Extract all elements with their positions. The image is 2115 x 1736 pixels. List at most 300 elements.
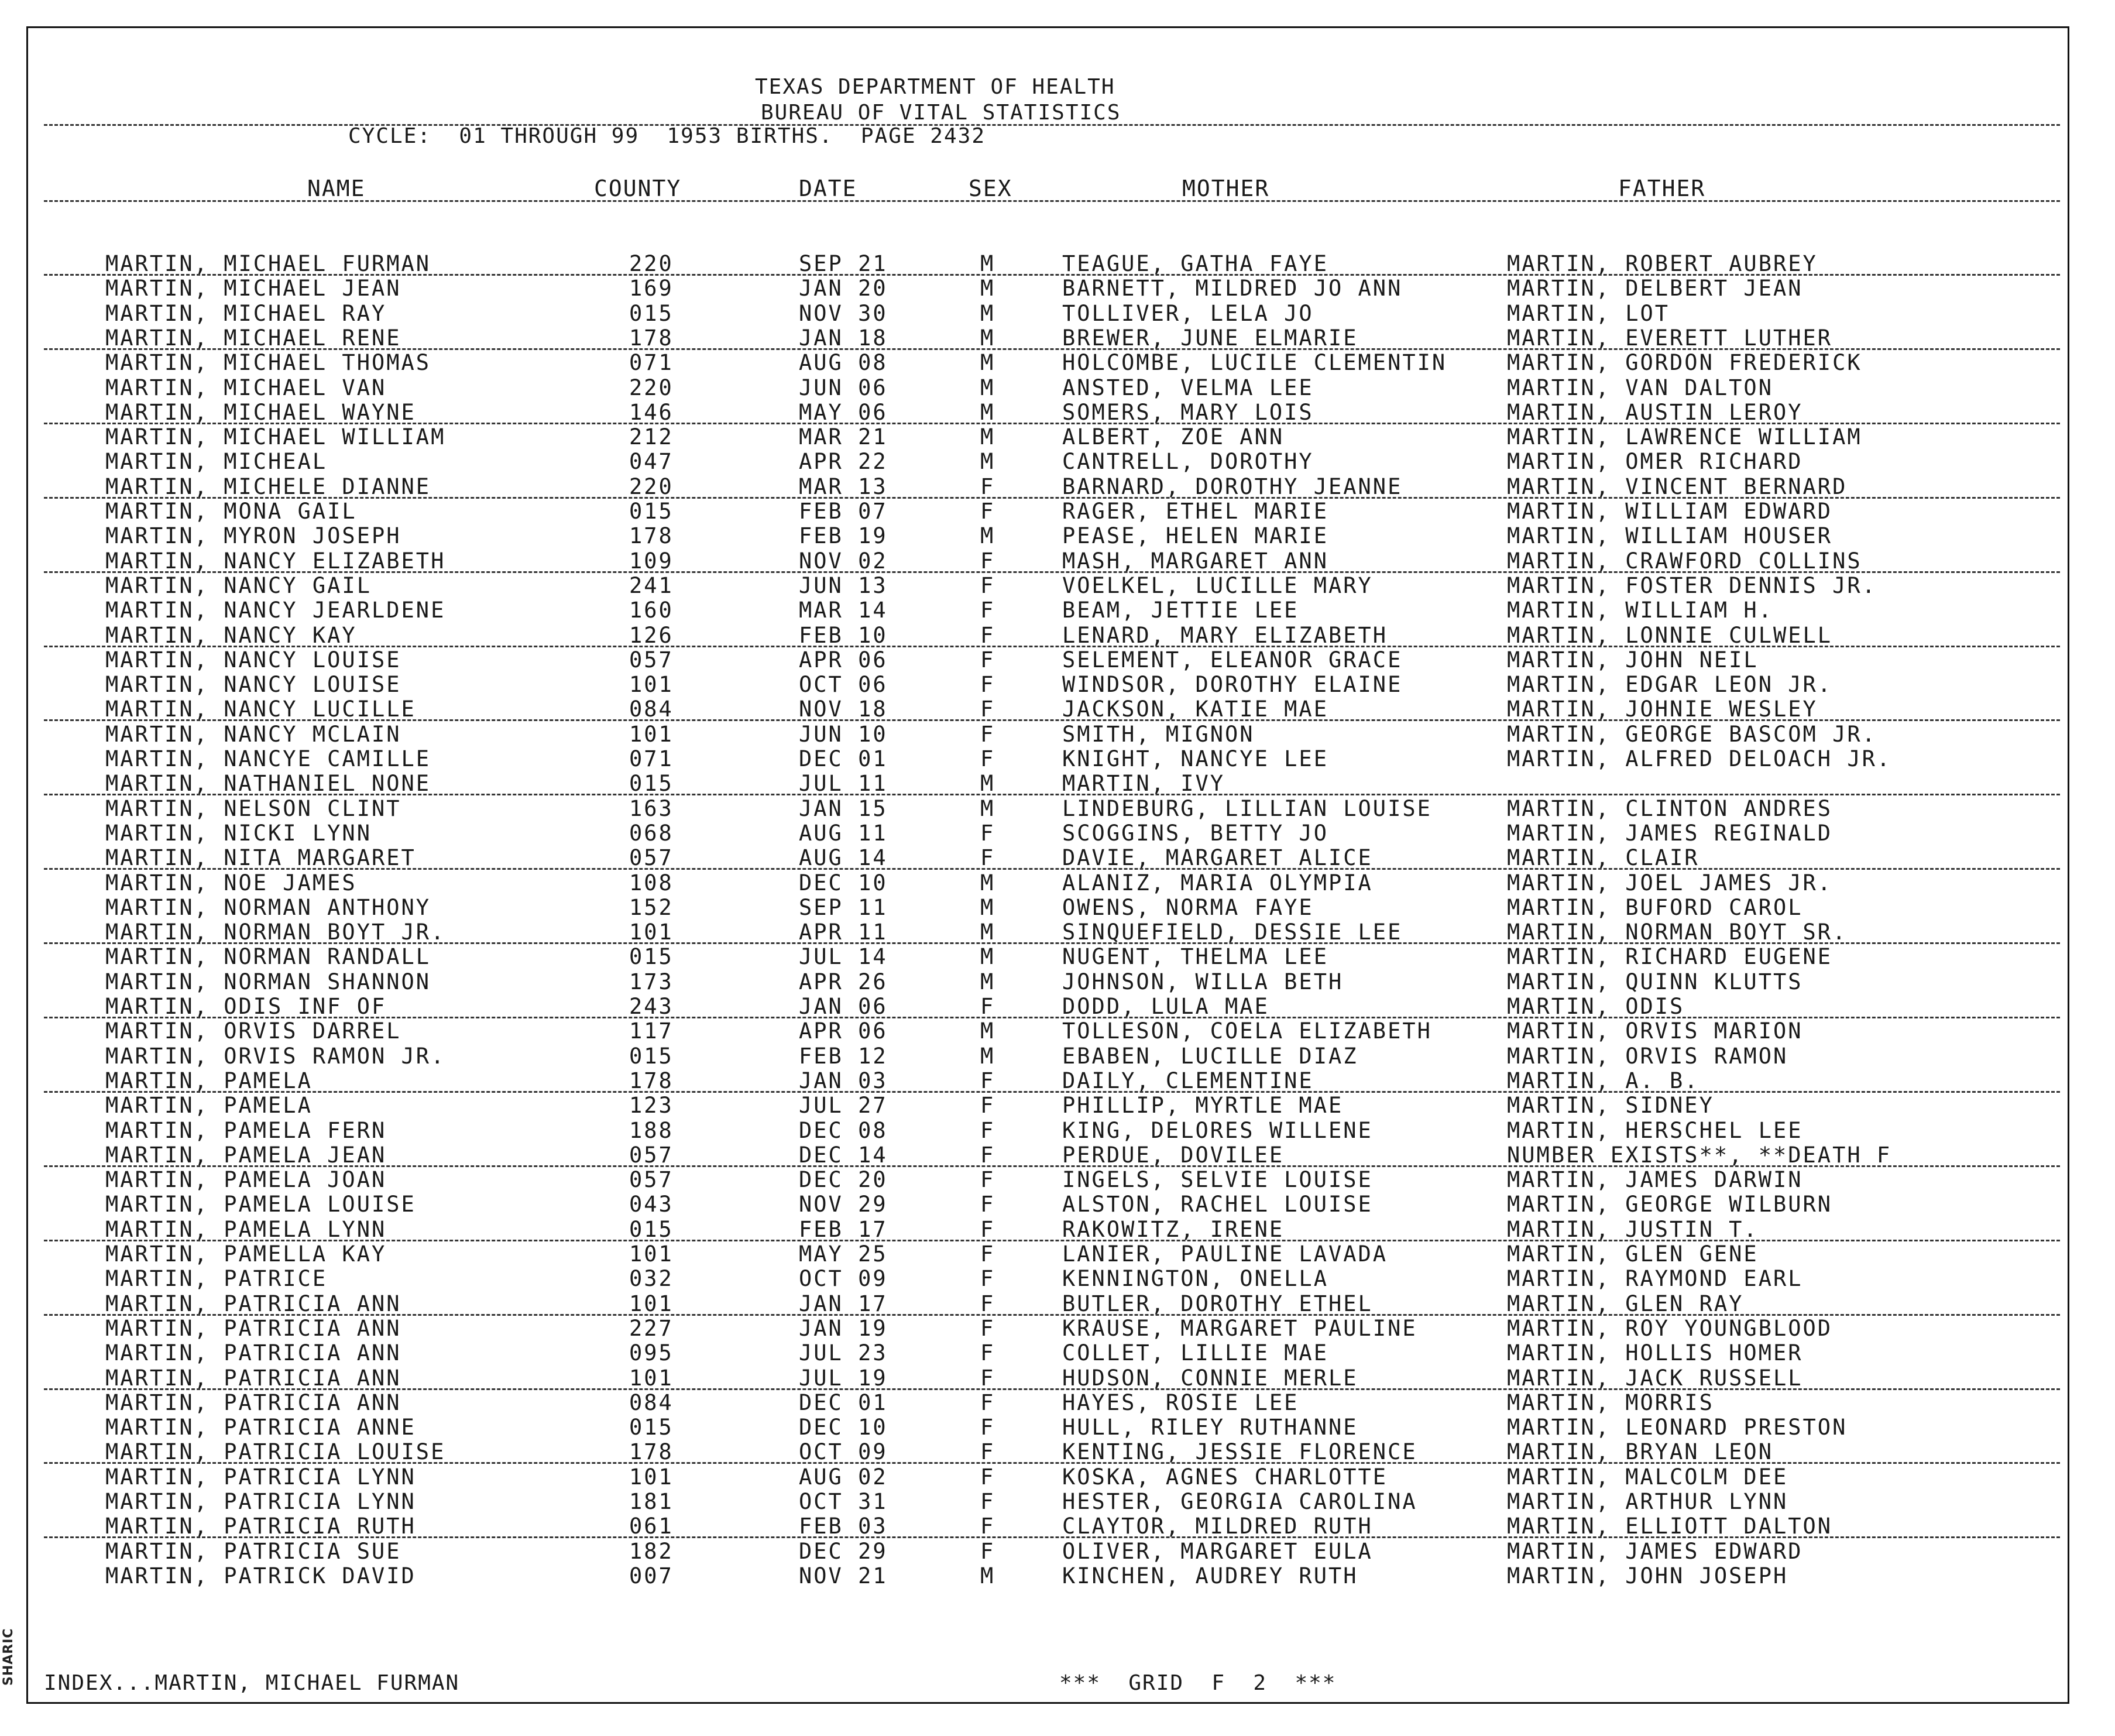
- record-row: [0, 549, 2115, 574]
- record-row: [0, 1514, 2115, 1539]
- record-county: 015: [629, 1216, 674, 1242]
- record-sex: M: [980, 894, 995, 920]
- record-row: [0, 1093, 2115, 1118]
- record-sex: F: [980, 1489, 995, 1514]
- record-name: MARTIN, NANCY LOUISE: [105, 647, 401, 673]
- record-mother: WINDSOR, DOROTHY ELAINE: [1062, 672, 1403, 698]
- record-name: MARTIN, PATRICIA ANNE: [105, 1415, 416, 1440]
- record-county: 109: [629, 548, 674, 574]
- record-sex: M: [980, 424, 995, 450]
- record-sex: M: [980, 795, 995, 821]
- record-mother: VOELKEL, LUCILLE MARY: [1062, 572, 1373, 598]
- record-father: MARTIN, VAN DALTON: [1507, 375, 1773, 400]
- record-row: [0, 598, 2115, 623]
- record-sex: F: [980, 697, 995, 722]
- record-mother: KNIGHT, NANCYE LEE: [1062, 746, 1328, 771]
- record-date: APR 06: [799, 647, 888, 673]
- record-date: JAN 15: [799, 795, 888, 821]
- record-father: NUMBER EXISTS**, **DEATH F: [1507, 1142, 1892, 1168]
- record-mother: TOLLIVER, LELA JO: [1062, 300, 1314, 326]
- record-mother: JOHNSON, WILLA BETH: [1062, 969, 1344, 994]
- record-county: 047: [629, 449, 674, 475]
- record-row: [0, 896, 2115, 920]
- record-county: 220: [629, 251, 674, 276]
- column-header-mother: MOTHER: [1182, 176, 1270, 201]
- record-father: MARTIN, A. B.: [1507, 1068, 1699, 1093]
- record-sex: M: [980, 870, 995, 896]
- record-mother: KENNINGTON, ONELLA: [1062, 1266, 1328, 1292]
- record-mother: ALBERT, ZOE ANN: [1062, 424, 1285, 450]
- record-mother: DODD, LULA MAE: [1062, 994, 1269, 1019]
- record-row: [0, 252, 2115, 276]
- record-father: MARTIN, RAYMOND EARL: [1507, 1266, 1803, 1292]
- record-name: MARTIN, PATRICE: [105, 1266, 328, 1292]
- record-father: MARTIN, MORRIS: [1507, 1390, 1714, 1415]
- row-divider: [44, 1091, 2060, 1093]
- grid-label: *** GRID F 2 ***: [1059, 1671, 1337, 1695]
- record-county: 123: [629, 1093, 674, 1119]
- record-date: DEC 10: [799, 1415, 888, 1440]
- record-row: [0, 1440, 2115, 1464]
- record-name: MARTIN, PAMELA LOUISE: [105, 1192, 416, 1217]
- record-county: 169: [629, 276, 674, 301]
- record-name: MARTIN, NANCY LUCILLE: [105, 697, 416, 722]
- record-sex: M: [980, 771, 995, 797]
- record-mother: BARNETT, MILDRED JO ANN: [1062, 276, 1403, 301]
- record-row: [0, 846, 2115, 870]
- record-county: 101: [629, 1291, 674, 1316]
- record-county: 163: [629, 795, 674, 821]
- record-mother: LENARD, MARY ELIZABETH: [1062, 622, 1388, 648]
- record-row: [0, 1069, 2115, 1093]
- record-mother: ANSTED, VELMA LEE: [1062, 375, 1314, 400]
- record-county: 178: [629, 1439, 674, 1465]
- record-mother: HUDSON, CONNIE MERLE: [1062, 1365, 1358, 1391]
- record-county: 084: [629, 1390, 674, 1415]
- record-row: [0, 1341, 2115, 1366]
- record-date: JAN 20: [799, 276, 888, 301]
- record-mother: OWENS, NORMA FAYE: [1062, 894, 1314, 920]
- record-row: [0, 648, 2115, 673]
- record-county: 071: [629, 746, 674, 771]
- record-date: AUG 02: [799, 1464, 888, 1490]
- record-father: MARTIN, ORVIS MARION: [1507, 1018, 1803, 1044]
- record-row: [0, 697, 2115, 722]
- record-county: 181: [629, 1489, 674, 1514]
- record-name: MARTIN, ODIS INF OF: [105, 994, 387, 1019]
- record-sex: M: [980, 300, 995, 326]
- record-name: MARTIN, PATRICK DAVID: [105, 1563, 416, 1589]
- record-name: MARTIN, PAMELA LYNN: [105, 1216, 387, 1242]
- record-mother: KENTING, JESSIE FLORENCE: [1062, 1439, 1417, 1465]
- record-father: MARTIN, LAWRENCE WILLIAM: [1507, 424, 1862, 450]
- record-name: MARTIN, NANCYE CAMILLE: [105, 746, 431, 771]
- record-sex: F: [980, 1192, 995, 1217]
- record-mother: SOMERS, MARY LOIS: [1062, 399, 1314, 425]
- row-divider: [44, 719, 2060, 721]
- record-mother: TOLLESON, COELA ELIZABETH: [1062, 1018, 1432, 1044]
- record-father: MARTIN, JAMES DARWIN: [1507, 1167, 1803, 1193]
- record-name: MARTIN, PAMELLA KAY: [105, 1241, 387, 1267]
- record-sex: F: [980, 499, 995, 524]
- record-mother: ALSTON, RACHEL LOUISE: [1062, 1192, 1373, 1217]
- record-mother: MARTIN, IVY: [1062, 771, 1225, 797]
- record-date: DEC 10: [799, 870, 888, 896]
- record-date: JAN 17: [799, 1291, 888, 1316]
- record-name: MARTIN, MICHAEL THOMAS: [105, 350, 431, 376]
- record-name: MARTIN, NANCY LOUISE: [105, 672, 401, 698]
- record-date: JAN 19: [799, 1315, 888, 1341]
- record-county: 178: [629, 325, 674, 351]
- record-county: 015: [629, 1043, 674, 1069]
- record-name: MARTIN, NANCY JEARLDENE: [105, 598, 446, 623]
- record-county: 084: [629, 697, 674, 722]
- record-row: [0, 1490, 2115, 1514]
- record-name: MARTIN, NANCY MCLAIN: [105, 721, 401, 747]
- record-name: MARTIN, NORMAN SHANNON: [105, 969, 431, 994]
- record-date: AUG 08: [799, 350, 888, 376]
- index-label: INDEX...MARTIN, MICHAEL FURMAN: [44, 1671, 460, 1695]
- record-date: DEC 01: [799, 746, 888, 771]
- record-date: DEC 01: [799, 1390, 888, 1415]
- record-mother: SELEMENT, ELEANOR GRACE: [1062, 647, 1403, 673]
- record-row: [0, 400, 2115, 425]
- row-divider: [44, 1536, 2060, 1538]
- record-name: MARTIN, MONA GAIL: [105, 499, 357, 524]
- record-row: [0, 1019, 2115, 1044]
- record-sex: F: [980, 1142, 995, 1168]
- record-name: MARTIN, PAMELA JEAN: [105, 1142, 387, 1168]
- record-father: MARTIN, JOHNIE WESLEY: [1507, 697, 1818, 722]
- record-date: OCT 09: [799, 1439, 888, 1465]
- record-date: OCT 31: [799, 1489, 888, 1514]
- record-county: 071: [629, 350, 674, 376]
- record-father: MARTIN, ROY YOUNGBLOOD: [1507, 1315, 1833, 1341]
- record-county: 015: [629, 944, 674, 970]
- record-row: [0, 1465, 2115, 1490]
- record-name: MARTIN, PATRICIA ANN: [105, 1291, 401, 1316]
- record-date: NOV 30: [799, 300, 888, 326]
- record-father: MARTIN, GLEN GENE: [1507, 1241, 1759, 1267]
- record-row: [0, 797, 2115, 821]
- record-father: MARTIN, JAMES EDWARD: [1507, 1538, 1803, 1564]
- record-row: [0, 1564, 2115, 1589]
- record-name: MARTIN, MICHELE DIANNE: [105, 474, 431, 499]
- record-row: [0, 722, 2115, 747]
- record-date: DEC 29: [799, 1538, 888, 1564]
- record-sex: M: [980, 449, 995, 475]
- record-row: [0, 1143, 2115, 1168]
- record-sex: F: [980, 622, 995, 648]
- record-sex: F: [980, 820, 995, 846]
- record-sex: F: [980, 845, 995, 871]
- record-sex: F: [980, 1390, 995, 1415]
- record-county: 146: [629, 399, 674, 425]
- record-date: DEC 20: [799, 1167, 888, 1193]
- record-name: MARTIN, MICHAEL WAYNE: [105, 399, 416, 425]
- record-father: MARTIN, FOSTER DENNIS JR.: [1507, 572, 1877, 598]
- record-father: MARTIN, QUINN KLUTTS: [1507, 969, 1803, 994]
- record-name: MARTIN, PAMELA: [105, 1068, 313, 1093]
- record-name: MARTIN, NANCY KAY: [105, 622, 357, 648]
- record-row: [0, 1267, 2115, 1291]
- record-mother: BARNARD, DOROTHY JEANNE: [1062, 474, 1403, 499]
- record-row: [0, 747, 2115, 771]
- record-county: 101: [629, 1464, 674, 1490]
- record-name: MARTIN, MICHAEL VAN: [105, 375, 387, 400]
- record-row: [0, 1168, 2115, 1192]
- record-row: [0, 771, 2115, 796]
- record-county: 057: [629, 845, 674, 871]
- record-father: MARTIN, BRYAN LEON: [1507, 1439, 1773, 1465]
- record-county: 220: [629, 474, 674, 499]
- record-mother: RAKOWITZ, IRENE: [1062, 1216, 1285, 1242]
- record-county: 182: [629, 1538, 674, 1564]
- record-county: 212: [629, 424, 674, 450]
- record-name: MARTIN, NANCY ELIZABETH: [105, 548, 446, 574]
- record-county: 108: [629, 870, 674, 896]
- record-sex: F: [980, 1439, 995, 1465]
- column-header-sex: SEX: [969, 176, 1012, 201]
- record-father: MARTIN, JOEL JAMES JR.: [1507, 870, 1833, 896]
- record-father: MARTIN, HERSCHEL LEE: [1507, 1117, 1803, 1143]
- record-mother: RAGER, ETHEL MARIE: [1062, 499, 1328, 524]
- record-name: MARTIN, PAMELA: [105, 1093, 313, 1119]
- record-row: [0, 301, 2115, 326]
- record-mother: EBABEN, LUCILLE DIAZ: [1062, 1043, 1358, 1069]
- record-father: MARTIN, LONNIE CULWELL: [1507, 622, 1833, 648]
- record-father: MARTIN, LEONARD PRESTON: [1507, 1415, 1848, 1440]
- record-mother: MASH, MARGARET ANN: [1062, 548, 1328, 574]
- record-name: MARTIN, ORVIS RAMON JR.: [105, 1043, 446, 1069]
- record-sex: M: [980, 1018, 995, 1044]
- record-name: MARTIN, MICHEAL: [105, 449, 328, 475]
- record-father: MARTIN, JACK RUSSELL: [1507, 1365, 1803, 1391]
- record-mother: COLLET, LILLIE MAE: [1062, 1340, 1328, 1366]
- header-divider: [44, 124, 2060, 126]
- record-father: MARTIN, CLINTON ANDRES: [1507, 795, 1833, 821]
- record-father: MARTIN, WILLIAM HOUSER: [1507, 523, 1833, 549]
- record-name: MARTIN, NELSON CLINT: [105, 795, 401, 821]
- record-name: MARTIN, NORMAN BOYT JR.: [105, 920, 446, 945]
- record-row: [0, 1217, 2115, 1242]
- record-row: [0, 425, 2115, 450]
- record-date: APR 11: [799, 920, 888, 945]
- agency-title: TEXAS DEPARTMENT OF HEALTH: [755, 75, 1115, 99]
- record-date: JAN 06: [799, 994, 888, 1019]
- record-date: MAR 13: [799, 474, 888, 499]
- bureau-title: BUREAU OF VITAL STATISTICS: [761, 101, 1121, 125]
- record-name: MARTIN, MICHAEL WILLIAM: [105, 424, 446, 450]
- record-mother: PERDUE, DOVILEE: [1062, 1142, 1285, 1168]
- record-county: 057: [629, 1142, 674, 1168]
- record-sex: M: [980, 920, 995, 945]
- record-sex: F: [980, 1415, 995, 1440]
- record-name: MARTIN, MICHAEL RENE: [105, 325, 401, 351]
- record-name: MARTIN, MICHAEL FURMAN: [105, 251, 431, 276]
- record-mother: BREWER, JUNE ELMARIE: [1062, 325, 1358, 351]
- record-mother: KING, DELORES WILLENE: [1062, 1117, 1373, 1143]
- record-name: MARTIN, NOE JAMES: [105, 870, 357, 896]
- record-sex: F: [980, 1093, 995, 1119]
- record-county: 178: [629, 523, 674, 549]
- record-father: MARTIN, ELLIOTT DALTON: [1507, 1514, 1833, 1539]
- record-date: MAY 06: [799, 399, 888, 425]
- record-sex: F: [980, 1291, 995, 1316]
- record-row: [0, 1366, 2115, 1391]
- record-sex: F: [980, 1266, 995, 1292]
- record-father: MARTIN, DELBERT JEAN: [1507, 276, 1803, 301]
- record-father: MARTIN, RICHARD EUGENE: [1507, 944, 1833, 970]
- record-row: [0, 821, 2115, 846]
- record-county: 007: [629, 1563, 674, 1589]
- record-mother: INGELS, SELVIE LOUISE: [1062, 1167, 1373, 1193]
- record-father: MARTIN, WILLIAM EDWARD: [1507, 499, 1833, 524]
- column-header-county: COUNTY: [594, 176, 682, 201]
- record-sex: F: [980, 672, 995, 698]
- record-county: 015: [629, 499, 674, 524]
- record-name: MARTIN, PATRICIA ANN: [105, 1340, 401, 1366]
- record-row: [0, 1242, 2115, 1267]
- record-county: 057: [629, 647, 674, 673]
- record-sex: M: [980, 969, 995, 994]
- record-sex: F: [980, 1464, 995, 1490]
- record-date: NOV 21: [799, 1563, 888, 1589]
- record-mother: ALANIZ, MARIA OLYMPIA: [1062, 870, 1373, 896]
- record-county: 101: [629, 1241, 674, 1267]
- record-father: MARTIN, SIDNEY: [1507, 1093, 1714, 1119]
- record-row: [0, 276, 2115, 301]
- record-mother: KRAUSE, MARGARET PAULINE: [1062, 1315, 1417, 1341]
- record-row: [0, 1044, 2115, 1069]
- record-county: 101: [629, 920, 674, 945]
- record-date: APR 26: [799, 969, 888, 994]
- record-sex: M: [980, 350, 995, 376]
- record-date: FEB 07: [799, 499, 888, 524]
- record-sex: F: [980, 548, 995, 574]
- record-date: JUL 19: [799, 1365, 888, 1391]
- record-county: 101: [629, 1365, 674, 1391]
- record-mother: HAYES, ROSIE LEE: [1062, 1390, 1299, 1415]
- record-county: 057: [629, 1167, 674, 1193]
- record-sex: M: [980, 276, 995, 301]
- record-father: MARTIN, JOHN NEIL: [1507, 647, 1759, 673]
- record-father: MARTIN, JUSTIN T.: [1507, 1216, 1759, 1242]
- record-county: 117: [629, 1018, 674, 1044]
- record-sex: F: [980, 1340, 995, 1366]
- record-father: MARTIN, BUFORD CAROL: [1507, 894, 1803, 920]
- record-date: FEB 19: [799, 523, 888, 549]
- record-sex: M: [980, 1563, 995, 1589]
- record-row: [0, 970, 2115, 994]
- record-date: SEP 11: [799, 894, 888, 920]
- record-father: MARTIN, GEORGE WILBURN: [1507, 1192, 1833, 1217]
- record-mother: HOLCOMBE, LUCILE CLEMENTIN: [1062, 350, 1447, 376]
- record-mother: TEAGUE, GATHA FAYE: [1062, 251, 1328, 276]
- record-name: MARTIN, NANCY GAIL: [105, 572, 372, 598]
- record-date: JUL 23: [799, 1340, 888, 1366]
- record-mother: LANIER, PAULINE LAVADA: [1062, 1241, 1388, 1267]
- record-name: MARTIN, NATHANIEL NONE: [105, 771, 431, 797]
- record-mother: PEASE, HELEN MARIE: [1062, 523, 1328, 549]
- record-row: [0, 351, 2115, 375]
- record-county: 243: [629, 994, 674, 1019]
- record-father: MARTIN, GEORGE BASCOM JR.: [1507, 721, 1877, 747]
- row-divider: [44, 868, 2060, 870]
- record-sex: M: [980, 944, 995, 970]
- record-sex: F: [980, 1068, 995, 1093]
- record-county: 015: [629, 771, 674, 797]
- record-mother: OLIVER, MARGARET EULA: [1062, 1538, 1373, 1564]
- record-row: [0, 1292, 2115, 1316]
- record-date: JUN 10: [799, 721, 888, 747]
- record-date: JUN 06: [799, 375, 888, 400]
- record-row: [0, 1119, 2115, 1143]
- record-father: MARTIN, ALFRED DELOACH JR.: [1507, 746, 1892, 771]
- record-father: MARTIN, NORMAN BOYT SR.: [1507, 920, 1848, 945]
- record-mother: PHILLIP, MYRTLE MAE: [1062, 1093, 1344, 1119]
- record-date: AUG 14: [799, 845, 888, 871]
- record-father: MARTIN, VINCENT BERNARD: [1507, 474, 1848, 499]
- record-mother: BEAM, JETTIE LEE: [1062, 598, 1299, 623]
- record-row: [0, 450, 2115, 474]
- record-sex: F: [980, 1216, 995, 1242]
- column-header-name: NAME: [307, 176, 366, 201]
- record-sex: F: [980, 1117, 995, 1143]
- record-county: 173: [629, 969, 674, 994]
- column-header-divider: [44, 200, 2060, 202]
- row-divider: [44, 1462, 2060, 1464]
- record-row: [0, 475, 2115, 499]
- record-name: MARTIN, MICHAEL RAY: [105, 300, 387, 326]
- record-father: MARTIN, EDGAR LEON JR.: [1507, 672, 1833, 698]
- record-county: 015: [629, 1415, 674, 1440]
- record-name: MARTIN, ORVIS DARREL: [105, 1018, 401, 1044]
- record-sex: F: [980, 647, 995, 673]
- record-father: MARTIN, EVERETT LUTHER: [1507, 325, 1833, 351]
- record-name: MARTIN, NORMAN ANTHONY: [105, 894, 431, 920]
- record-row: [0, 1391, 2115, 1415]
- record-father: MARTIN, JAMES REGINALD: [1507, 820, 1833, 846]
- record-mother: CLAYTOR, MILDRED RUTH: [1062, 1514, 1373, 1539]
- record-county: 152: [629, 894, 674, 920]
- record-county: 015: [629, 300, 674, 326]
- record-mother: SCOGGINS, BETTY JO: [1062, 820, 1328, 846]
- record-name: MARTIN, NICKI LYNN: [105, 820, 372, 846]
- row-divider: [44, 794, 2060, 795]
- record-county: 095: [629, 1340, 674, 1366]
- record-mother: CANTRELL, DOROTHY: [1062, 449, 1314, 475]
- record-father: MARTIN, CRAWFORD COLLINS: [1507, 548, 1862, 574]
- record-date: NOV 02: [799, 548, 888, 574]
- side-label: SHARIC: [1, 1628, 16, 1686]
- record-mother: HESTER, GEORGIA CAROLINA: [1062, 1489, 1417, 1514]
- record-county: 220: [629, 375, 674, 400]
- record-sex: M: [980, 251, 995, 276]
- record-county: 126: [629, 622, 674, 648]
- column-header-date: DATE: [799, 176, 857, 201]
- record-row: [0, 1539, 2115, 1564]
- record-date: JUN 13: [799, 572, 888, 598]
- record-mother: KINCHEN, AUDREY RUTH: [1062, 1563, 1358, 1589]
- record-row: [0, 920, 2115, 945]
- record-row: [0, 623, 2115, 648]
- record-mother: BUTLER, DOROTHY ETHEL: [1062, 1291, 1373, 1316]
- record-row: [0, 499, 2115, 524]
- record-date: DEC 14: [799, 1142, 888, 1168]
- record-date: SEP 21: [799, 251, 888, 276]
- record-father: MARTIN, CLAIR: [1507, 845, 1699, 871]
